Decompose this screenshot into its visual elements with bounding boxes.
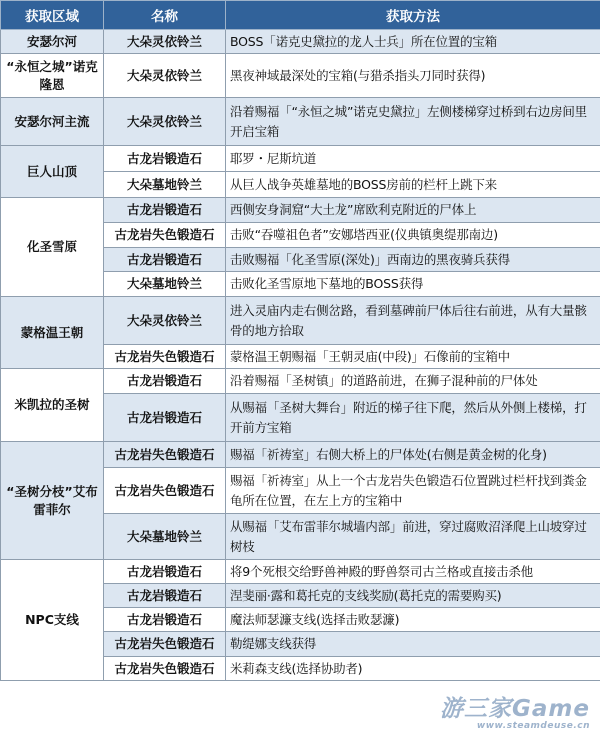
- method-cell: 蒙格温王朝赐福「王朝灵庙(中段)」石像前的宝箱中: [226, 345, 600, 369]
- method-cell: 沿着赐福「圣树镇」的道路前进，在狮子混种前的尸体处: [226, 369, 600, 394]
- method-cell: 米莉森支线(选择协助者): [226, 657, 600, 681]
- region-cell: 巨人山顶: [1, 146, 104, 198]
- table-row: [1, 442, 600, 468]
- region-cell: 安瑟尔河: [1, 30, 104, 54]
- item-cell: 古龙岩锻造石: [104, 369, 226, 394]
- method-cell: 赐福「祈祷室」从上一个古龙岩失色锻造石位置跳过栏杆找到粪金龟所在位置，在左上方的宝箱中: [226, 468, 600, 514]
- method-cell: 勒缇娜支线获得: [226, 632, 600, 657]
- item-cell: 大朵灵依铃兰: [104, 54, 226, 98]
- region-cell: 蒙格温王朝: [1, 297, 104, 369]
- item-cell: 大朵墓地铃兰: [104, 172, 226, 198]
- item-cell: 古龙岩失色锻造石: [104, 657, 226, 681]
- region-cell: “永恒之城”诺克隆恩: [1, 54, 104, 98]
- item-cell: 古龙岩失色锻造石: [104, 468, 226, 514]
- method-cell: 沿着赐福「“永恒之城”诺克史黛拉」左侧楼梯穿过桥到右边房间里开启宝箱: [226, 98, 600, 146]
- method-cell: 击败化圣雪原地下墓地的BOSS获得: [226, 272, 600, 297]
- item-cell: 大朵墓地铃兰: [104, 514, 226, 560]
- table-row: [1, 30, 600, 54]
- region-cell: 化圣雪原: [1, 198, 104, 297]
- watermark-logo: [440, 697, 590, 731]
- header-row: [1, 1, 600, 30]
- header-region: 获取区域: [1, 1, 104, 30]
- item-cell: 大朵灵依铃兰: [104, 297, 226, 345]
- item-cell: 大朵墓地铃兰: [104, 272, 226, 297]
- method-cell: 从巨人战争英雄墓地的BOSS房前的栏杆上跳下来: [226, 172, 600, 198]
- method-cell: BOSS「诺克史黛拉的龙人士兵」所在位置的宝箱: [226, 30, 600, 54]
- item-cell: 古龙岩锻造石: [104, 394, 226, 442]
- item-cell: 古龙岩失色锻造石: [104, 442, 226, 468]
- method-cell: 将9个死根交给野兽神殿的野兽祭司古兰格或直接击杀他: [226, 560, 600, 584]
- method-cell: 魔法师瑟濂支线(选择击败瑟濂): [226, 608, 600, 632]
- method-cell: 从赐福「圣树大舞台」附近的梯子往下爬，然后从外侧上楼梯，打开前方宝箱: [226, 394, 600, 442]
- method-cell: 西侧安身洞窟“大土龙”席欧利克附近的尸体上: [226, 198, 600, 223]
- item-cell: 大朵灵依铃兰: [104, 98, 226, 146]
- method-cell: 从赐福「艾布雷菲尔城墙内部」前进，穿过腐败沼泽爬上山坡穿过树枝: [226, 514, 600, 560]
- header-method: 获取方法: [226, 1, 600, 30]
- item-cell: 古龙岩锻造石: [104, 198, 226, 223]
- table-row: [1, 560, 600, 584]
- region-cell: 安瑟尔河主流: [1, 98, 104, 146]
- region-cell: 米凯拉的圣树: [1, 369, 104, 442]
- watermark-sub: www.steamdeuse.cn: [476, 721, 590, 731]
- table-row: [1, 198, 600, 223]
- region-cell: “圣树分枝”艾布雷菲尔: [1, 442, 104, 560]
- item-cell: 古龙岩失色锻造石: [104, 345, 226, 369]
- method-cell: 涅斐丽·露和葛托克的支线奖励(葛托克的需要购买): [226, 584, 600, 608]
- table-row: [1, 54, 600, 98]
- method-cell: 击败“吞噬祖色者”安娜塔西亚(仪典镇奥缇那南边): [226, 223, 600, 248]
- item-cell: 古龙岩失色锻造石: [104, 632, 226, 657]
- table-row: [1, 98, 600, 146]
- table-row: [1, 297, 600, 345]
- method-cell: 黑夜神域最深处的宝箱(与猎杀指头刀同时获得): [226, 54, 600, 98]
- method-cell: 赐福「祈祷室」右侧大桥上的尸体处(右侧是黄金树的化身): [226, 442, 600, 468]
- region-cell: NPC支线: [1, 560, 104, 681]
- item-cell: 古龙岩锻造石: [104, 560, 226, 584]
- item-cell: 古龙岩锻造石: [104, 584, 226, 608]
- method-cell: 击败赐福「化圣雪原(深处)」西南边的黑夜骑兵获得: [226, 248, 600, 272]
- watermark-main: 游三家Game: [440, 696, 590, 722]
- item-cell: 古龙岩锻造石: [104, 248, 226, 272]
- item-cell: 古龙岩锻造石: [104, 608, 226, 632]
- item-cell: 大朵灵依铃兰: [104, 30, 226, 54]
- method-cell: 进入灵庙内走右侧岔路，看到墓碑前尸体后往右前进，从有大量骸骨的地方拾取: [226, 297, 600, 345]
- item-cell: 古龙岩锻造石: [104, 146, 226, 172]
- header-item: 名称: [104, 1, 226, 30]
- item-cell: 古龙岩失色锻造石: [104, 223, 226, 248]
- table-row: [1, 369, 600, 394]
- method-cell: 耶罗・尼斯坑道: [226, 146, 600, 172]
- table-row: [1, 146, 600, 172]
